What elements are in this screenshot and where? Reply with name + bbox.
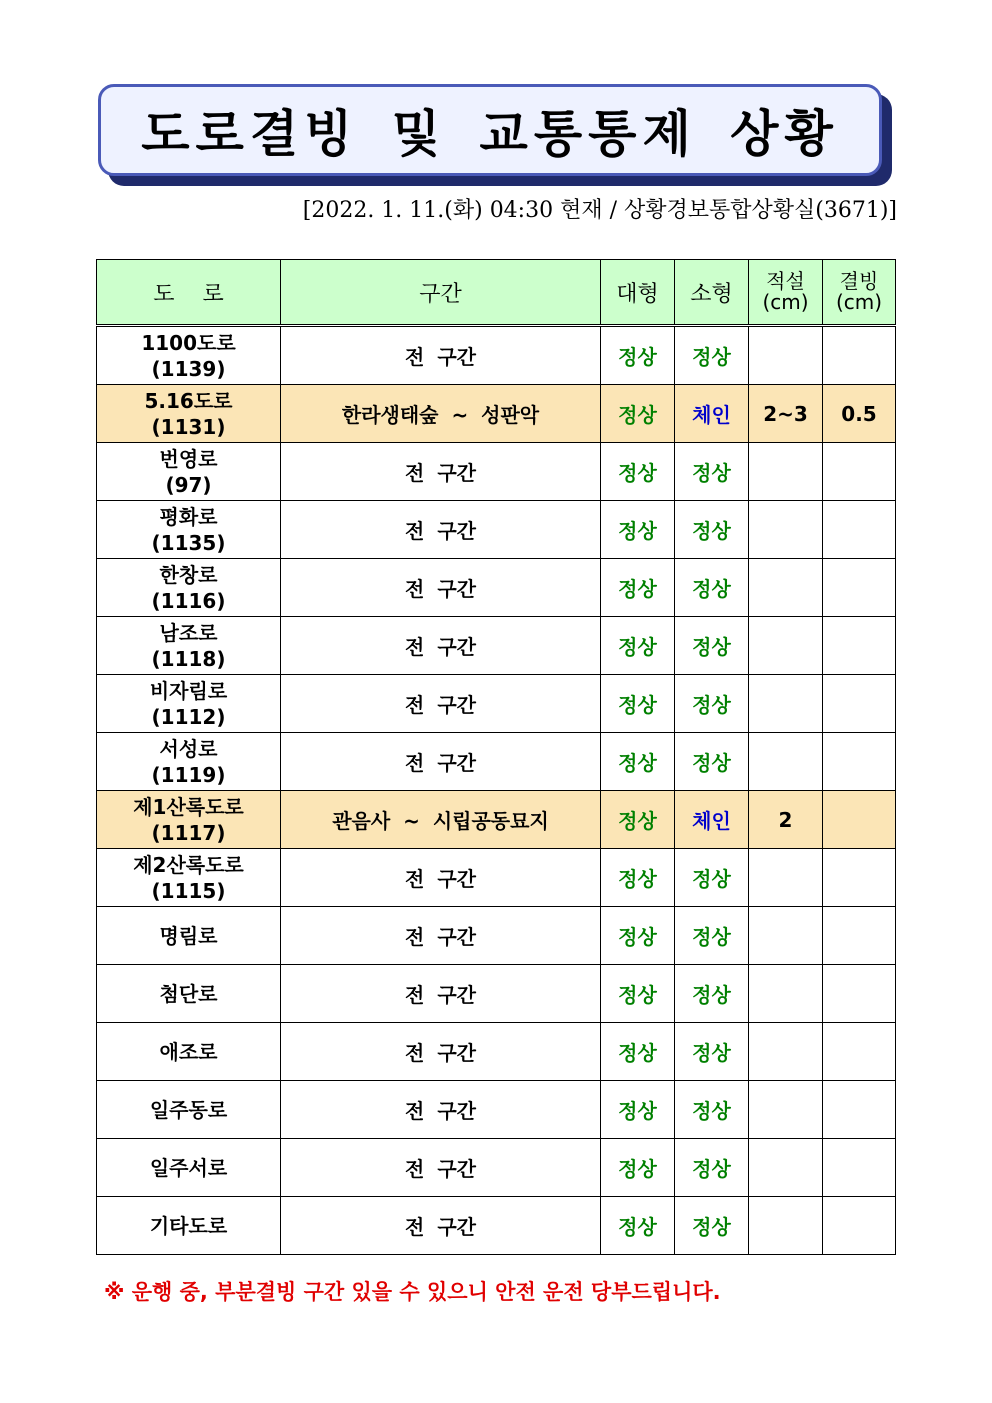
small-status: 정상 — [675, 443, 749, 501]
header-ice-label: 결빙 — [839, 269, 879, 293]
section-cell: 전 구간 — [281, 849, 601, 907]
header-snow — [749, 260, 823, 326]
small-status: 정상 — [675, 1081, 749, 1139]
small-status: 정상 — [675, 849, 749, 907]
road-cell — [97, 1081, 281, 1139]
table-row — [97, 326, 896, 385]
ice-cell: 0.5 — [823, 385, 896, 443]
road-cell — [97, 849, 281, 907]
snow-cell — [749, 1197, 823, 1255]
ice-cell — [823, 1197, 896, 1255]
ice-cell — [823, 675, 896, 733]
road-cell — [97, 675, 281, 733]
small-status: 정상 — [675, 617, 749, 675]
large-status: 정상 — [601, 443, 675, 501]
snow-cell — [749, 675, 823, 733]
table-row — [97, 617, 896, 675]
snow-cell — [749, 326, 823, 385]
road-name: 번영로 — [159, 446, 218, 471]
ice-cell — [823, 617, 896, 675]
large-status: 정상 — [601, 791, 675, 849]
table-row-highlighted — [97, 385, 896, 443]
header-section: 구간 — [281, 260, 601, 326]
ice-cell — [823, 907, 896, 965]
road-code: (1131) — [151, 414, 226, 439]
road-name: 애조로 — [159, 1039, 218, 1064]
road-cell — [97, 385, 281, 443]
section-cell: 전 구간 — [281, 1197, 601, 1255]
ice-cell — [823, 791, 896, 849]
snow-cell — [749, 1139, 823, 1197]
road-code: (1117) — [151, 820, 226, 845]
large-status: 정상 — [601, 501, 675, 559]
ice-cell — [823, 1081, 896, 1139]
table-row — [97, 443, 896, 501]
large-status: 정상 — [601, 907, 675, 965]
table-row — [97, 849, 896, 907]
section-cell: 전 구간 — [281, 733, 601, 791]
snow-cell: 2 — [749, 791, 823, 849]
snow-cell: 2~3 — [749, 385, 823, 443]
road-name: 비자림로 — [149, 678, 228, 703]
road-name: 기타도로 — [149, 1213, 228, 1238]
ice-cell — [823, 326, 896, 385]
ice-cell — [823, 501, 896, 559]
header-ice-unit: (cm) — [835, 290, 883, 314]
small-status: 정상 — [675, 965, 749, 1023]
table-row — [97, 965, 896, 1023]
road-code: (1119) — [151, 762, 226, 787]
large-status: 정상 — [601, 326, 675, 385]
large-status: 정상 — [601, 1197, 675, 1255]
road-cell — [97, 1139, 281, 1197]
header-ice — [823, 260, 896, 326]
table-header-row — [97, 260, 896, 326]
road-cell — [97, 501, 281, 559]
header-snow-unit: (cm) — [762, 290, 809, 314]
road-cell — [97, 617, 281, 675]
snow-cell — [749, 617, 823, 675]
snow-cell — [749, 849, 823, 907]
snow-cell — [749, 559, 823, 617]
small-status: 정상 — [675, 733, 749, 791]
road-name: 일주동로 — [149, 1097, 228, 1122]
ice-cell — [823, 849, 896, 907]
table-row — [97, 1081, 896, 1139]
ice-cell — [823, 1139, 896, 1197]
header-large: 대형 — [601, 260, 675, 326]
road-cell — [97, 326, 281, 385]
header-snow-label: 적설 — [766, 269, 805, 293]
road-code: (1116) — [151, 588, 226, 613]
section-cell: 전 구간 — [281, 675, 601, 733]
large-status: 정상 — [601, 849, 675, 907]
road-name: 평화로 — [159, 504, 218, 529]
small-status: 체인 — [675, 385, 749, 443]
small-status: 정상 — [675, 501, 749, 559]
road-cell — [97, 1023, 281, 1081]
section-cell: 전 구간 — [281, 443, 601, 501]
table-row — [97, 1139, 896, 1197]
small-status: 정상 — [675, 1023, 749, 1081]
section-cell: 한라생태숲 ~ 성판악 — [281, 385, 601, 443]
road-status-table — [96, 259, 896, 1255]
large-status: 정상 — [601, 1139, 675, 1197]
road-code: (1135) — [151, 530, 226, 555]
report-timestamp: [2022. 1. 11.(화) 04:30 현재 / 상황경보통합상황실(3671)] — [302, 198, 897, 223]
snow-cell — [749, 965, 823, 1023]
section-cell: 관음사 ~ 시립공동묘지 — [281, 791, 601, 849]
snow-cell — [749, 501, 823, 559]
road-name: 한창로 — [159, 562, 218, 587]
ice-cell — [823, 733, 896, 791]
section-cell: 전 구간 — [281, 907, 601, 965]
road-name: 명림로 — [159, 923, 218, 948]
header-small: 소형 — [675, 260, 749, 326]
road-name: 일주서로 — [149, 1155, 228, 1180]
section-cell: 전 구간 — [281, 617, 601, 675]
snow-cell — [749, 1023, 823, 1081]
ice-cell — [823, 965, 896, 1023]
section-cell: 전 구간 — [281, 1139, 601, 1197]
small-status: 정상 — [675, 559, 749, 617]
large-status: 정상 — [601, 385, 675, 443]
small-status: 정상 — [675, 1197, 749, 1255]
large-status: 정상 — [601, 675, 675, 733]
snow-cell — [749, 443, 823, 501]
title-box — [98, 84, 882, 176]
safety-notice: ※ 운행 중, 부분결빙 구간 있을 수 있으니 안전 운전 당부드립니다. — [104, 1280, 721, 1304]
large-status: 정상 — [601, 1023, 675, 1081]
table-row — [97, 675, 896, 733]
snow-cell — [749, 1081, 823, 1139]
road-name: 제1산록도로 — [133, 794, 244, 819]
table-row — [97, 733, 896, 791]
table-row — [97, 1023, 896, 1081]
page-title: 도로결빙 및 교통통제 상황 — [141, 105, 839, 163]
header-road: 도 로 — [97, 260, 281, 326]
title-banner — [98, 84, 890, 184]
ice-cell — [823, 443, 896, 501]
road-cell — [97, 965, 281, 1023]
small-status: 체인 — [675, 791, 749, 849]
table-row — [97, 907, 896, 965]
road-name: 제2산록도로 — [133, 852, 244, 877]
ice-cell — [823, 559, 896, 617]
road-cell — [97, 559, 281, 617]
large-status: 정상 — [601, 617, 675, 675]
section-cell: 전 구간 — [281, 1023, 601, 1081]
road-cell — [97, 1197, 281, 1255]
road-code: (1115) — [151, 878, 226, 903]
road-name: 5.16도로 — [144, 388, 233, 413]
road-cell — [97, 907, 281, 965]
table-row-highlighted — [97, 791, 896, 849]
road-code: (97) — [165, 472, 212, 497]
ice-cell — [823, 1023, 896, 1081]
road-cell — [97, 791, 281, 849]
table-row — [97, 559, 896, 617]
section-cell: 전 구간 — [281, 326, 601, 385]
road-name: 1100도로 — [141, 330, 236, 355]
small-status: 정상 — [675, 326, 749, 385]
section-cell: 전 구간 — [281, 1081, 601, 1139]
road-code: (1139) — [151, 356, 226, 381]
small-status: 정상 — [675, 675, 749, 733]
table-row — [97, 501, 896, 559]
section-cell: 전 구간 — [281, 501, 601, 559]
road-cell — [97, 733, 281, 791]
small-status: 정상 — [675, 1139, 749, 1197]
table-row — [97, 1197, 896, 1255]
road-cell — [97, 443, 281, 501]
large-status: 정상 — [601, 559, 675, 617]
large-status: 정상 — [601, 733, 675, 791]
section-cell: 전 구간 — [281, 559, 601, 617]
table-body — [97, 326, 896, 1255]
road-code: (1112) — [151, 704, 226, 729]
road-name: 서성로 — [159, 736, 218, 761]
road-code: (1118) — [151, 646, 226, 671]
section-cell: 전 구간 — [281, 965, 601, 1023]
large-status: 정상 — [601, 965, 675, 1023]
snow-cell — [749, 907, 823, 965]
snow-cell — [749, 733, 823, 791]
large-status: 정상 — [601, 1081, 675, 1139]
road-name: 첨단로 — [159, 981, 218, 1006]
small-status: 정상 — [675, 907, 749, 965]
road-name: 남조로 — [159, 620, 218, 645]
